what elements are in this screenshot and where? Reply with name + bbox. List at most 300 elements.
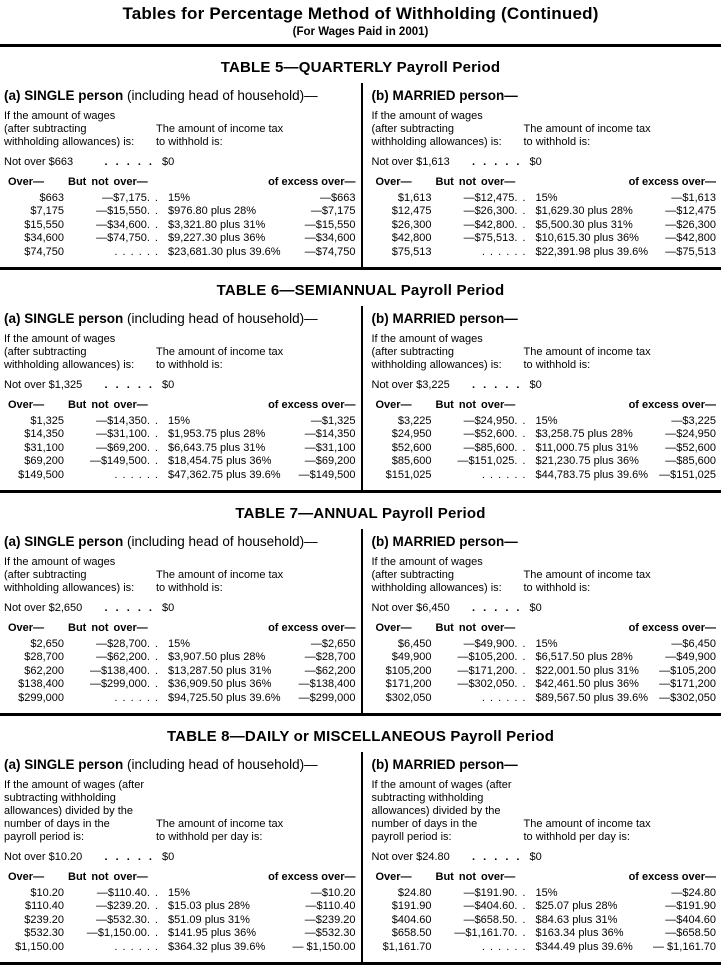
tax-formula: $163.34 plus 36% bbox=[526, 927, 666, 941]
bracket-row bbox=[4, 469, 356, 483]
person-heading bbox=[4, 757, 356, 772]
not-over-amount: $0 bbox=[162, 851, 356, 864]
person-panel bbox=[0, 752, 361, 962]
over-amount: $1,613 bbox=[372, 192, 432, 206]
bracket-row bbox=[372, 914, 717, 928]
excess-over-amount: —$24.80 bbox=[671, 887, 716, 901]
tax-formula: $44,783.75 plus 39.6% bbox=[526, 469, 660, 483]
not-over-line bbox=[372, 156, 717, 169]
dot-leader: . . . . . bbox=[104, 379, 152, 392]
but-not-over-amount: —$24,950. . bbox=[432, 415, 526, 429]
person-heading-bold: (a) SINGLE person bbox=[4, 534, 123, 549]
but-not-over-amount: . . . . . . bbox=[64, 469, 158, 483]
not-over-amount: $0 bbox=[530, 379, 717, 392]
dot-leader: . . . . . bbox=[104, 156, 152, 169]
bracket-row bbox=[372, 192, 717, 206]
of-excess-over-header: of excess over— bbox=[268, 176, 355, 190]
over-amount: $1,150.00 bbox=[4, 941, 64, 955]
excess-over-amount: —$85,600 bbox=[665, 455, 716, 469]
over-amount: $149,500 bbox=[4, 469, 64, 483]
but-not-over-amount: —$52,600. . bbox=[432, 428, 526, 442]
tax-formula: $5,500.30 plus 31% bbox=[526, 219, 666, 233]
tax-formula: $6,643.75 plus 31% bbox=[158, 442, 305, 456]
over-amount: $49,900 bbox=[372, 651, 432, 665]
table-panels bbox=[0, 752, 721, 965]
bracket-row bbox=[4, 665, 356, 679]
person-heading-bold: (a) SINGLE person bbox=[4, 88, 123, 103]
bracket-row bbox=[4, 205, 356, 219]
table-title: TABLE 7—ANNUAL Payroll Period bbox=[0, 505, 721, 522]
excess-over-amount: —$34,600 bbox=[305, 232, 356, 246]
but-not-over-amount: —$26,300. . bbox=[432, 205, 526, 219]
tax-formula: $89,567.50 plus 39.6% bbox=[526, 692, 660, 706]
but-not-over-amount: —$1,161.70. . bbox=[432, 927, 526, 941]
but-not-over-header: But not over— bbox=[64, 871, 158, 885]
tax-formula: $3,907.50 plus 28% bbox=[158, 651, 305, 665]
over-amount: $75,513 bbox=[372, 246, 432, 260]
column-header-row bbox=[372, 176, 717, 190]
excess-over-amount: —$138,400 bbox=[299, 678, 356, 692]
column-header-spacer bbox=[158, 399, 268, 413]
bracket-row bbox=[372, 887, 717, 901]
bracket-rows bbox=[372, 415, 717, 483]
but-not-over-amount: —$69,200. . bbox=[64, 442, 158, 456]
excess-over-amount: —$239.20 bbox=[305, 914, 356, 928]
tax-formula: $42,461.50 plus 36% bbox=[526, 678, 660, 692]
not-over-label: Not over $663 bbox=[4, 156, 73, 169]
not-over-left bbox=[4, 602, 162, 615]
over-amount: $1,325 bbox=[4, 415, 64, 429]
but-not-over-amount: —$31,100. . bbox=[64, 428, 158, 442]
bracket-row bbox=[372, 246, 717, 260]
over-amount: $404.60 bbox=[372, 914, 432, 928]
bracket-row bbox=[372, 455, 717, 469]
tax-formula: $94,725.50 plus 39.6% bbox=[158, 692, 299, 706]
tax-formula: 15% bbox=[158, 638, 311, 652]
panel-intro bbox=[372, 333, 717, 372]
tax-amount-label: The amount of income tax to withhold is: bbox=[156, 569, 356, 595]
person-heading-bold: (b) MARRIED person— bbox=[372, 88, 518, 103]
excess-over-amount: —$151,025 bbox=[659, 469, 716, 483]
but-not-over-amount: —$532.30. . bbox=[64, 914, 158, 928]
of-excess-over-header: of excess over— bbox=[268, 399, 355, 413]
over-amount: $6,450 bbox=[372, 638, 432, 652]
tax-formula: $21,230.75 plus 36% bbox=[526, 455, 666, 469]
over-amount: $302,050 bbox=[372, 692, 432, 706]
person-panel bbox=[361, 752, 721, 962]
column-header-spacer bbox=[526, 871, 629, 885]
over-amount: $658.50 bbox=[372, 927, 432, 941]
but-not-over-amount: —$28,700. . bbox=[64, 638, 158, 652]
person-heading bbox=[372, 311, 717, 326]
excess-over-amount: — $1,150.00 bbox=[293, 941, 356, 955]
over-amount: $3,225 bbox=[372, 415, 432, 429]
excess-over-amount: —$42,800 bbox=[665, 232, 716, 246]
but-not-over-amount: —$151,025. . bbox=[432, 455, 526, 469]
but-not-over-amount: . . . . . . bbox=[64, 692, 158, 706]
not-over-left bbox=[4, 851, 162, 864]
not-over-amount: $0 bbox=[530, 602, 717, 615]
person-panel bbox=[361, 306, 721, 490]
excess-over-amount: —$10.20 bbox=[311, 887, 356, 901]
column-header-spacer bbox=[158, 871, 268, 885]
over-amount: $663 bbox=[4, 192, 64, 206]
person-heading bbox=[372, 534, 717, 549]
tax-formula: $10,615.30 plus 36% bbox=[526, 232, 666, 246]
panel-intro bbox=[372, 110, 717, 149]
bracket-row bbox=[4, 428, 356, 442]
over-amount: $299,000 bbox=[4, 692, 64, 706]
not-over-label: Not over $10.20 bbox=[4, 851, 82, 864]
bracket-row bbox=[4, 442, 356, 456]
column-header-spacer bbox=[158, 176, 268, 190]
not-over-line bbox=[372, 379, 717, 392]
wages-condition-label: If the amount of wages (after subtracting withholding allowances) is: bbox=[4, 110, 156, 149]
tax-formula: 15% bbox=[526, 887, 672, 901]
bracket-row bbox=[4, 455, 356, 469]
over-amount: $2,650 bbox=[4, 638, 64, 652]
not-over-line bbox=[4, 379, 356, 392]
but-not-over-amount: —$15,550. . bbox=[64, 205, 158, 219]
over-amount: $12,475 bbox=[372, 205, 432, 219]
tax-formula: $364.32 plus 39.6% bbox=[158, 941, 293, 955]
tax-amount-label: The amount of income tax to withhold is: bbox=[156, 346, 356, 372]
not-over-label: Not over $1,613 bbox=[372, 156, 450, 169]
excess-over-amount: —$15,550 bbox=[305, 219, 356, 233]
but-not-over-amount: —$149,500. . bbox=[64, 455, 158, 469]
not-over-label: Not over $24.80 bbox=[372, 851, 450, 864]
panel-intro bbox=[372, 779, 717, 844]
bracket-row bbox=[4, 232, 356, 246]
but-not-over-amount: —$14,350. . bbox=[64, 415, 158, 429]
but-not-over-header: But not over— bbox=[432, 399, 526, 413]
of-excess-over-header: of excess over— bbox=[629, 399, 716, 413]
of-excess-over-header: of excess over— bbox=[629, 622, 716, 636]
excess-over-amount: —$532.30 bbox=[305, 927, 356, 941]
tax-formula: $13,287.50 plus 31% bbox=[158, 665, 305, 679]
tax-formula: $51.09 plus 31% bbox=[158, 914, 305, 928]
excess-over-amount: —$74,750 bbox=[305, 246, 356, 260]
but-not-over-amount: —$62,200. . bbox=[64, 651, 158, 665]
but-not-over-amount: —$49,900. . bbox=[432, 638, 526, 652]
tax-formula: 15% bbox=[158, 415, 311, 429]
column-header-row bbox=[4, 176, 356, 190]
over-amount: $151,025 bbox=[372, 469, 432, 483]
bracket-rows bbox=[372, 887, 717, 955]
but-not-over-amount: —$191.90. . bbox=[432, 887, 526, 901]
but-not-over-amount: —$138,400. . bbox=[64, 665, 158, 679]
tax-formula: $9,227.30 plus 36% bbox=[158, 232, 305, 246]
but-not-over-amount: —$404.60. . bbox=[432, 900, 526, 914]
wages-condition-label: If the amount of wages (after subtracting withholding allowances) is: bbox=[4, 556, 156, 595]
over-amount: $10.20 bbox=[4, 887, 64, 901]
person-heading bbox=[372, 757, 717, 772]
bracket-row bbox=[372, 651, 717, 665]
tax-formula: 15% bbox=[158, 887, 311, 901]
tax-formula: $15.03 plus 28% bbox=[158, 900, 306, 914]
but-not-over-amount: . . . . . . bbox=[432, 246, 526, 260]
excess-over-amount: —$1,325 bbox=[311, 415, 356, 429]
excess-over-amount: —$49,900 bbox=[665, 651, 716, 665]
tax-formula: $84.63 plus 31% bbox=[526, 914, 666, 928]
tax-formula: $976.80 plus 28% bbox=[158, 205, 311, 219]
over-amount: $14,350 bbox=[4, 428, 64, 442]
person-panel bbox=[0, 306, 361, 490]
column-header-row bbox=[4, 399, 356, 413]
excess-over-amount: —$191.90 bbox=[665, 900, 716, 914]
over-amount: $24.80 bbox=[372, 887, 432, 901]
bracket-row bbox=[4, 415, 356, 429]
bracket-row bbox=[372, 665, 717, 679]
excess-over-amount: —$149,500 bbox=[299, 469, 356, 483]
bracket-row bbox=[372, 678, 717, 692]
over-header: Over— bbox=[4, 622, 64, 636]
panel-intro bbox=[4, 333, 356, 372]
dot-leader: . . . . . bbox=[472, 602, 520, 615]
excess-over-amount: —$31,100 bbox=[305, 442, 356, 456]
bracket-row bbox=[372, 692, 717, 706]
person-heading-rest: (including head of household)— bbox=[123, 534, 317, 549]
over-header: Over— bbox=[4, 871, 64, 885]
bracket-row bbox=[372, 205, 717, 219]
bracket-row bbox=[372, 442, 717, 456]
but-not-over-header: But not over— bbox=[432, 176, 526, 190]
payroll-table-section bbox=[0, 282, 721, 493]
tax-formula: $6,517.50 plus 28% bbox=[526, 651, 666, 665]
bracket-row bbox=[372, 638, 717, 652]
bracket-row bbox=[4, 900, 356, 914]
person-panel bbox=[0, 529, 361, 713]
person-panel bbox=[361, 529, 721, 713]
bracket-row bbox=[372, 232, 717, 246]
but-not-over-amount: —$1,150.00. . bbox=[64, 927, 158, 941]
not-over-label: Not over $2,650 bbox=[4, 602, 82, 615]
person-panel bbox=[361, 83, 721, 267]
bracket-row bbox=[4, 927, 356, 941]
over-amount: $42,800 bbox=[372, 232, 432, 246]
tax-formula: $23,681.30 plus 39.6% bbox=[158, 246, 305, 260]
dot-leader: . . . . . bbox=[104, 602, 152, 615]
page-header bbox=[0, 4, 721, 47]
tax-amount-label: The amount of income tax to withhold per day is: bbox=[156, 818, 356, 844]
bracket-row bbox=[4, 678, 356, 692]
panel-intro bbox=[4, 110, 356, 149]
bracket-row bbox=[372, 469, 717, 483]
excess-over-amount: —$3,225 bbox=[671, 415, 716, 429]
but-not-over-amount: . . . . . . bbox=[432, 469, 526, 483]
tax-formula: $22,391.98 plus 39.6% bbox=[526, 246, 666, 260]
tax-formula: $22,001.50 plus 31% bbox=[526, 665, 660, 679]
over-amount: $31,100 bbox=[4, 442, 64, 456]
but-not-over-header: But not over— bbox=[432, 622, 526, 636]
over-amount: $532.30 bbox=[4, 927, 64, 941]
panel-intro bbox=[4, 779, 356, 844]
over-amount: $26,300 bbox=[372, 219, 432, 233]
excess-over-amount: —$663 bbox=[320, 192, 355, 206]
wages-condition-label: If the amount of wages (after subtracting withholding allowances) is: bbox=[4, 333, 156, 372]
but-not-over-amount: . . . . . . bbox=[64, 941, 158, 955]
not-over-amount: $0 bbox=[162, 379, 356, 392]
over-amount: $24,950 bbox=[372, 428, 432, 442]
but-not-over-header: But not over— bbox=[64, 176, 158, 190]
tax-formula: $3,321.80 plus 31% bbox=[158, 219, 305, 233]
table-panels bbox=[0, 529, 721, 716]
but-not-over-amount: . . . . . . bbox=[432, 692, 526, 706]
person-heading-rest: (including head of household)— bbox=[123, 311, 317, 326]
tax-amount-label: The amount of income tax to withhold is: bbox=[524, 569, 717, 595]
bracket-row bbox=[4, 192, 356, 206]
excess-over-amount: —$302,050 bbox=[659, 692, 716, 706]
over-header: Over— bbox=[372, 399, 432, 413]
column-header-spacer bbox=[158, 622, 268, 636]
wages-condition-label: If the amount of wages (after subtracting withholding allowances) is: bbox=[372, 333, 524, 372]
not-over-left bbox=[4, 379, 162, 392]
column-header-spacer bbox=[526, 176, 629, 190]
not-over-label: Not over $1,325 bbox=[4, 379, 82, 392]
over-header: Over— bbox=[4, 176, 64, 190]
over-amount: $62,200 bbox=[4, 665, 64, 679]
table-title: TABLE 8—DAILY or MISCELLANEOUS Payroll Period bbox=[0, 728, 721, 745]
over-amount: $1,161.70 bbox=[372, 941, 432, 955]
person-heading-bold: (a) SINGLE person bbox=[4, 757, 123, 772]
person-heading-bold: (a) SINGLE person bbox=[4, 311, 123, 326]
excess-over-amount: —$110.40 bbox=[306, 900, 356, 914]
but-not-over-header: But not over— bbox=[432, 871, 526, 885]
tax-formula: 15% bbox=[158, 192, 320, 206]
over-amount: $110.40 bbox=[4, 900, 64, 914]
person-heading bbox=[4, 311, 356, 326]
column-header-row bbox=[372, 622, 717, 636]
excess-over-amount: —$14,350 bbox=[305, 428, 356, 442]
but-not-over-amount: —$42,800. . bbox=[432, 219, 526, 233]
excess-over-amount: —$52,600 bbox=[665, 442, 716, 456]
but-not-over-amount: —$74,750. . bbox=[64, 232, 158, 246]
payroll-table-section bbox=[0, 59, 721, 270]
not-over-amount: $0 bbox=[162, 156, 356, 169]
excess-over-amount: —$62,200 bbox=[305, 665, 356, 679]
excess-over-amount: —$105,200 bbox=[659, 665, 716, 679]
bracket-row bbox=[372, 927, 717, 941]
person-heading-rest: (including head of household)— bbox=[123, 88, 317, 103]
bracket-row bbox=[4, 887, 356, 901]
but-not-over-amount: —$239.20. . bbox=[64, 900, 158, 914]
but-not-over-amount: —$7,175. . bbox=[64, 192, 158, 206]
of-excess-over-header: of excess over— bbox=[629, 176, 716, 190]
bracket-rows bbox=[372, 192, 717, 260]
person-heading bbox=[4, 534, 356, 549]
tax-amount-label: The amount of income tax to withhold is: bbox=[524, 346, 717, 372]
person-heading-rest: (including head of household)— bbox=[123, 757, 317, 772]
bracket-row bbox=[4, 941, 356, 955]
dot-leader: . . . . . bbox=[472, 851, 520, 864]
excess-over-amount: —$299,000 bbox=[299, 692, 356, 706]
over-header: Over— bbox=[372, 871, 432, 885]
bracket-row bbox=[372, 428, 717, 442]
person-heading bbox=[4, 88, 356, 103]
table-panels bbox=[0, 306, 721, 493]
not-over-left bbox=[4, 156, 162, 169]
but-not-over-amount: . . . . . . bbox=[432, 941, 526, 955]
wages-condition-label: If the amount of wages (after subtracting withholding allowances) divided by the number of days in the payroll period is: bbox=[372, 779, 524, 844]
table-panels bbox=[0, 83, 721, 270]
not-over-amount: $0 bbox=[530, 851, 717, 864]
but-not-over-amount: —$105,200. . bbox=[432, 651, 526, 665]
not-over-line bbox=[372, 851, 717, 864]
not-over-label: Not over $3,225 bbox=[372, 379, 450, 392]
over-amount: $85,600 bbox=[372, 455, 432, 469]
not-over-line bbox=[4, 602, 356, 615]
table-title: TABLE 5—QUARTERLY Payroll Period bbox=[0, 59, 721, 76]
excess-over-amount: —$26,300 bbox=[665, 219, 716, 233]
not-over-left bbox=[372, 156, 530, 169]
of-excess-over-header: of excess over— bbox=[268, 622, 355, 636]
not-over-amount: $0 bbox=[530, 156, 717, 169]
bracket-rows bbox=[372, 638, 717, 706]
over-header: Over— bbox=[372, 176, 432, 190]
over-amount: $69,200 bbox=[4, 455, 64, 469]
over-amount: $138,400 bbox=[4, 678, 64, 692]
tax-formula: $47,362.75 plus 39.6% bbox=[158, 469, 299, 483]
over-amount: $171,200 bbox=[372, 678, 432, 692]
but-not-over-header: But not over— bbox=[64, 622, 158, 636]
over-amount: $28,700 bbox=[4, 651, 64, 665]
column-header-spacer bbox=[526, 399, 629, 413]
but-not-over-amount: —$34,600. . bbox=[64, 219, 158, 233]
of-excess-over-header: of excess over— bbox=[268, 871, 355, 885]
excess-over-amount: —$75,513 bbox=[665, 246, 716, 260]
bracket-row bbox=[372, 415, 717, 429]
tax-amount-label: The amount of income tax to withhold per day is: bbox=[524, 818, 717, 844]
bracket-row bbox=[4, 914, 356, 928]
tax-formula: $1,953.75 plus 28% bbox=[158, 428, 305, 442]
not-over-left bbox=[372, 602, 530, 615]
excess-over-amount: —$28,700 bbox=[305, 651, 356, 665]
but-not-over-amount: —$302,050. . bbox=[432, 678, 526, 692]
bracket-row bbox=[4, 692, 356, 706]
tax-formula: $141.95 plus 36% bbox=[158, 927, 305, 941]
tables-container bbox=[0, 59, 721, 965]
wages-condition-label: If the amount of wages (after subtracting withholding allowances) is: bbox=[372, 556, 524, 595]
tax-amount-label: The amount of income tax to withhold is: bbox=[156, 123, 356, 149]
column-header-row bbox=[372, 871, 717, 885]
tax-formula: $18,454.75 plus 36% bbox=[158, 455, 305, 469]
not-over-label: Not over $6,450 bbox=[372, 602, 450, 615]
but-not-over-amount: —$12,475. . bbox=[432, 192, 526, 206]
bracket-row bbox=[4, 219, 356, 233]
excess-over-amount: —$171,200 bbox=[659, 678, 716, 692]
excess-over-amount: —$6,450 bbox=[671, 638, 716, 652]
panel-intro bbox=[4, 556, 356, 595]
over-header: Over— bbox=[4, 399, 64, 413]
but-not-over-amount: —$75,513. . bbox=[432, 232, 526, 246]
not-over-left bbox=[372, 379, 530, 392]
tax-formula: 15% bbox=[526, 638, 672, 652]
not-over-line bbox=[4, 851, 356, 864]
person-heading-bold: (b) MARRIED person— bbox=[372, 311, 518, 326]
tax-formula: $344.49 plus 39.6% bbox=[526, 941, 654, 955]
payroll-table-section bbox=[0, 505, 721, 716]
over-amount: $239.20 bbox=[4, 914, 64, 928]
person-panel bbox=[0, 83, 361, 267]
tax-formula: 15% bbox=[526, 192, 672, 206]
but-not-over-amount: . . . . . . bbox=[64, 246, 158, 260]
tax-formula: $1,629.30 plus 28% bbox=[526, 205, 666, 219]
over-header: Over— bbox=[372, 622, 432, 636]
tax-formula: 15% bbox=[526, 415, 672, 429]
excess-over-amount: —$24,950 bbox=[665, 428, 716, 442]
panel-intro bbox=[372, 556, 717, 595]
bracket-row bbox=[4, 638, 356, 652]
